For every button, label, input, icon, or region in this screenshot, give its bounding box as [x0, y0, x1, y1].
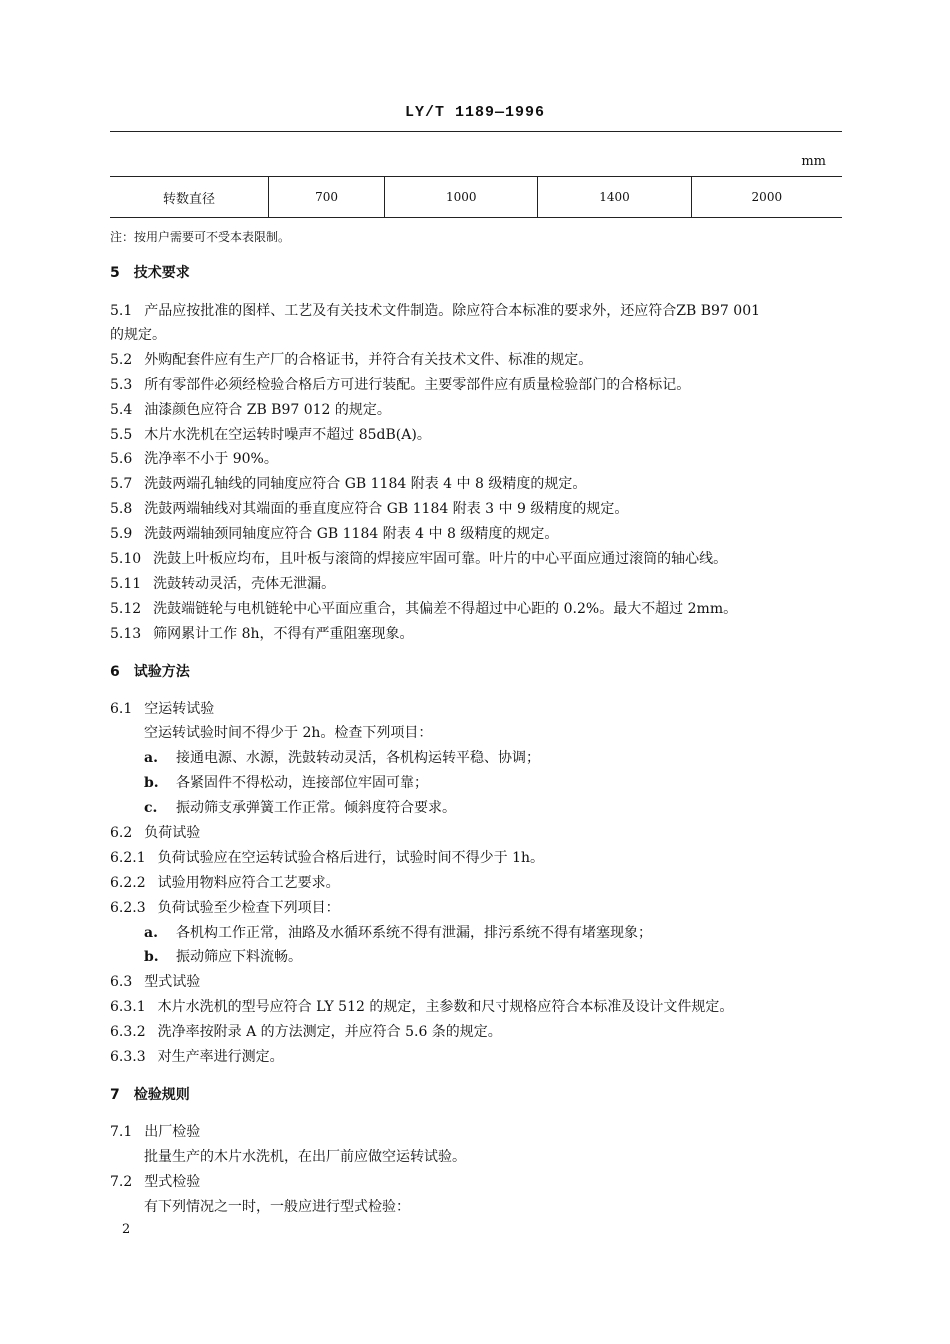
- clause: 6.2.2 试验用物料应符合工艺要求。: [110, 875, 340, 891]
- clause: 5.2 外购配套件应有生产厂的合格证书，并符合有关技术文件、标准的规定。: [110, 352, 593, 368]
- clause: 6.3.3 对生产率进行测定。: [110, 1049, 284, 1065]
- clause: 5.1 产品应按批准的图样、工艺及有关技术文件制造。除应符合本标准的要求外，还应符合ZB B97 001: [110, 303, 761, 319]
- list-item: c. 振动筛支承弹簧工作正常。倾斜度符合要求。: [144, 800, 456, 816]
- page-number: 2: [122, 1222, 131, 1237]
- clause: 5.8 洗鼓两端轴线对其端面的垂直度应符合 GB 1184 附表 3 中 9 级精度的规定。: [110, 501, 629, 517]
- document-header: LY/T 1189—1996: [404, 104, 546, 121]
- clause: 5.13 筛网累计工作 8h，不得有严重阻塞现象。: [110, 626, 414, 642]
- table-row: [110, 177, 842, 218]
- table-cell: 700: [269, 177, 385, 218]
- clause: 5.11 洗鼓转动灵活，壳体无泄漏。: [110, 576, 336, 592]
- table-cell: 1000: [385, 177, 538, 218]
- header-rule: [110, 131, 842, 132]
- list-item: a. 各机构工作正常，油路及水循环系统不得有泄漏，排污系统不得有堵塞现象；: [144, 925, 652, 941]
- clause: 6.3.1 木片水洗机的型号应符合 LY 512 的规定，主参数和尺寸规格应符合本标准及设计文件规定。: [110, 999, 734, 1015]
- table-cell: 2000: [691, 177, 842, 218]
- clause: 5.9 洗鼓两端轴颈同轴度应符合 GB 1184 附表 4 中 8 级精度的规定。: [110, 526, 559, 542]
- section-heading: 6 试验方法: [110, 664, 190, 680]
- clause: 6.2 负荷试验: [110, 825, 201, 841]
- clause: 6.2.1 负荷试验应在空运转试验合格后进行，试验时间不得少于 1h。: [110, 850, 544, 866]
- list-item: a. 接通电源、水源，洗鼓转动灵活，各机构运转平稳、协调；: [144, 750, 540, 766]
- section-heading: 5 技术要求: [110, 265, 190, 281]
- clause: 7.2 型式检验: [110, 1174, 201, 1190]
- table-unit: mm: [801, 154, 826, 169]
- clause: 5.7 洗鼓两端孔轴线的同轴度应符合 GB 1184 附表 4 中 8 级精度的规定。: [110, 476, 587, 492]
- clause: 5.12 洗鼓端链轮与电机链轮中心平面应重合，其偏差不得超过中心距的 0.2%。最大不超过 2mm。: [110, 601, 738, 617]
- row-label: 转数直径: [110, 177, 269, 218]
- table-note: 注：按用户需要可不受本表限制。: [110, 230, 291, 244]
- clause: 5.3 所有零部件必须经检验合格后方可进行装配。主要零部件应有质量检验部门的合格标记。: [110, 377, 691, 393]
- clause: 5.5 木片水洗机在空运转时噪声不超过 85dB(A)。: [110, 427, 431, 443]
- clause: 5.10 洗鼓上叶板应均布，且叶板与滚筒的焊接应牢固可靠。叶片的中心平面应通过滚筒的轴心线。: [110, 551, 728, 567]
- clause: 6.1 空运转试验: [110, 701, 215, 717]
- section-heading: 7 检验规则: [110, 1087, 190, 1103]
- paragraph: 批量生产的木片水洗机，在出厂前应做空运转试验。: [144, 1149, 466, 1165]
- clause: 5.6 洗净率不小于 90%。: [110, 451, 278, 467]
- list-item: b. 各紧固件不得松动，连接部位牢固可靠；: [144, 775, 428, 791]
- table-cell: 1400: [538, 177, 691, 218]
- diameter-table: [110, 176, 842, 218]
- clause-continuation: 的规定。: [110, 327, 166, 343]
- list-item: b. 振动筛应下料流畅。: [144, 949, 302, 965]
- clause: 7.1 出厂检验: [110, 1124, 201, 1140]
- clause: 5.4 油漆颜色应符合 ZB B97 012 的规定。: [110, 402, 391, 418]
- clause: 6.3 型式试验: [110, 974, 201, 990]
- clause: 6.3.2 洗净率按附录 A 的方法测定，并应符合 5.6 条的规定。: [110, 1024, 502, 1040]
- clause: 6.2.3 负荷试验至少检查下列项目：: [110, 900, 340, 916]
- paragraph: 有下列情况之一时，一般应进行型式检验：: [144, 1199, 410, 1215]
- paragraph: 空运转试验时间不得少于 2h。检查下列项目：: [144, 725, 433, 741]
